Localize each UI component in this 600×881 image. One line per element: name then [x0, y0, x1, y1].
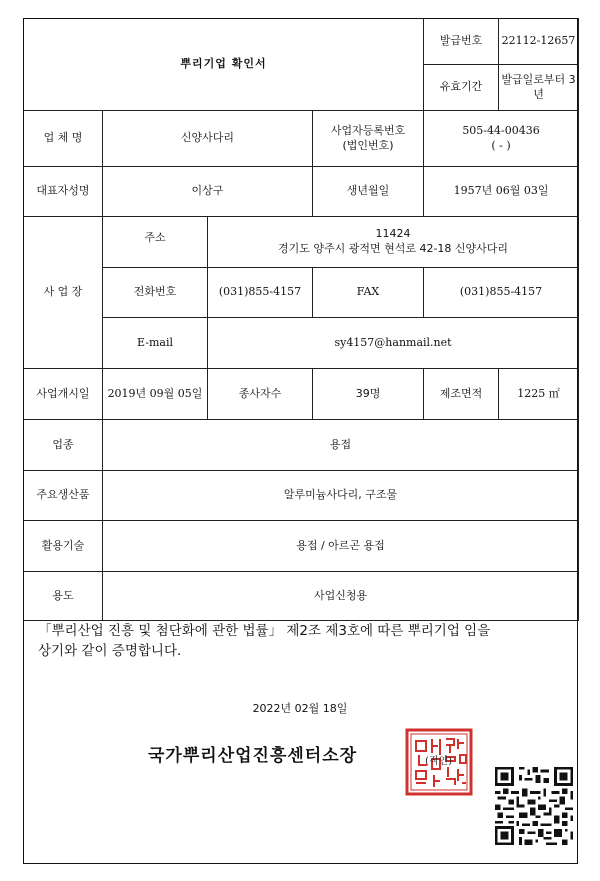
issue-number: 22112-12657 — [499, 19, 579, 65]
employees-value: 39명 — [313, 369, 424, 420]
issue-date: 2022년 02월 18일 — [252, 702, 348, 715]
validity-value: 발급일로부터 3년 — [499, 65, 579, 111]
email-label: E-mail — [103, 318, 208, 369]
email-value: sy4157@hanmail.net — [208, 318, 579, 369]
issue-number-label: 발급번호 — [424, 19, 499, 65]
birthdate-label: 생년월일 — [313, 167, 424, 217]
industry-label: 업종 — [24, 420, 103, 471]
technology-value: 용접 / 아르곤 용접 — [103, 521, 579, 572]
phone-value: (031)855-4157 — [208, 268, 313, 318]
representative-name: 이상구 — [103, 167, 313, 217]
biz-no-label: 사업자등록번호 (법인번호) — [313, 111, 424, 167]
products-value: 알루미늄사다리, 구조물 — [103, 471, 579, 521]
phone-label: 전화번호 — [103, 268, 208, 318]
validity-label: 유효기간 — [424, 65, 499, 111]
document-title: 뿌리기업 확인서 — [24, 19, 424, 111]
site-label: 사 업 장 — [24, 217, 103, 369]
biz-no-value: 505-44-00436 ( - ) — [424, 111, 579, 167]
technology-label: 활용기술 — [24, 521, 103, 572]
products-label: 주요생산품 — [24, 471, 103, 521]
address-label: 주소 — [103, 217, 208, 268]
fax-label: FAX — [313, 268, 424, 318]
start-date-label: 사업개시일 — [24, 369, 103, 420]
certificate-frame — [23, 18, 578, 864]
qr-code-icon[interactable] — [495, 767, 573, 845]
address-value: 11424 경기도 양주시 광적면 현석로 42-18 신양사다리 — [208, 217, 579, 268]
company-name-label: 업 체 명 — [24, 111, 103, 167]
employees-label: 종사자수 — [208, 369, 313, 420]
issuer-name: 국가뿌리산업진흥센터소장 — [148, 746, 358, 766]
area-value: 1225 ㎡ — [499, 369, 579, 420]
purpose-value: 사업신청용 — [103, 572, 579, 621]
representative-label: 대표자성명 — [24, 167, 103, 217]
birthdate-value: 1957년 06월 03일 — [424, 167, 579, 217]
industry-value: 용접 — [103, 420, 579, 471]
company-name: 신양사다리 — [103, 111, 313, 167]
fax-value: (031)855-4157 — [424, 268, 579, 318]
area-label: 제조면적 — [424, 369, 499, 420]
seal-label: (직인) — [425, 756, 453, 767]
purpose-label: 용도 — [24, 572, 103, 621]
declaration-text: 「뿌리산업 진흥 및 첨단화에 관한 법률」 제2조 제3호에 따른 뿌리기업 임을 상기와 같이 증명합니다. — [38, 623, 491, 660]
start-date-value: 2019년 09월 05일 — [103, 369, 208, 420]
